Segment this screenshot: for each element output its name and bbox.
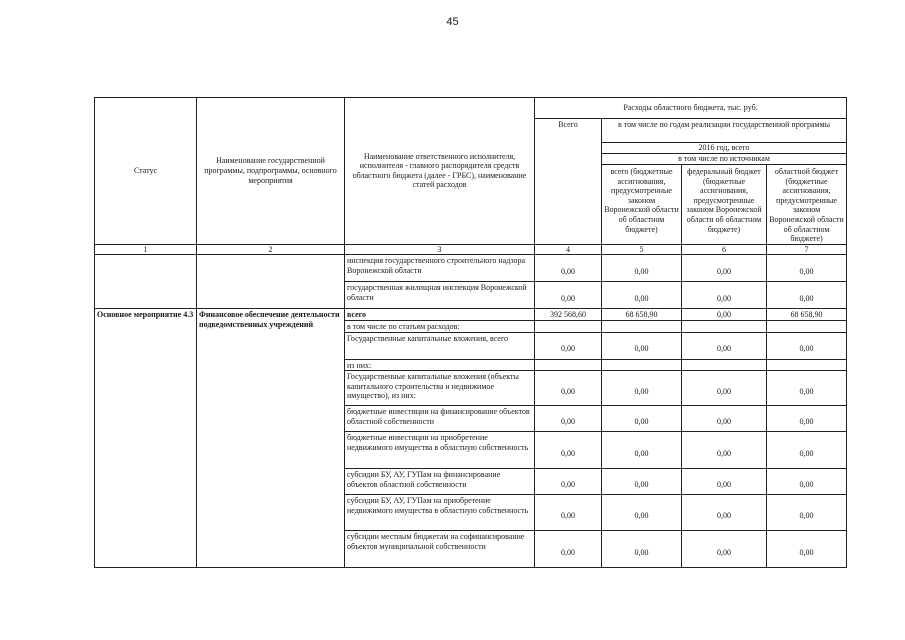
value-federal: 0,00 [682,469,767,495]
value-federal: 0,00 [682,531,767,568]
value-year-total: 68 658,90 [602,309,682,321]
value-total: 0,00 [535,495,602,531]
value-year-total: 0,00 [602,282,682,309]
value-regional: 0,00 [767,282,847,309]
value-federal: 0,00 [682,309,767,321]
row-label: инспекция государственного строительного надзора Воронежской области [345,255,535,282]
table-row [95,309,847,321]
value-total: 0,00 [535,531,602,568]
row-label: государственная жилищная инспекция Воронежской области [345,282,535,309]
row-label: в том числе по статьям расходов: [345,320,535,332]
value-total: 0,00 [535,255,602,282]
header-status: Статус [95,98,197,245]
column-number: 1 [95,244,197,255]
budget-table [94,97,847,568]
value-year-total: 0,00 [602,332,682,359]
value-regional: 68 658,90 [767,309,847,321]
row-label: из них: [345,359,535,371]
event-name: Финансовое обеспечение деятельности подведомственных учреждений [197,309,345,568]
value-federal: 0,00 [682,282,767,309]
column-number: 2 [197,244,345,255]
program-cell-empty [197,255,345,309]
value-year-total: 0,00 [602,371,682,406]
value-regional: 0,00 [767,255,847,282]
page-number: 45 [446,16,459,28]
value-total: 0,00 [535,371,602,406]
header-expenses: Расходы областного бюджета, тыс. руб. [535,98,847,119]
header-total: Всего [535,119,602,245]
value-regional: 0,00 [767,495,847,531]
value-total: 0,00 [535,432,602,469]
value-total: 392 568,60 [535,309,602,321]
row-label: Государственные капитальные вложения (объекты капитального строительства и недвижимое имущество), из них: [345,371,535,406]
value-federal: 0,00 [682,332,767,359]
value-regional: 0,00 [767,432,847,469]
column-number: 6 [682,244,767,255]
event-status: Основное мероприятие 4.3 [95,309,197,568]
value-regional: 0,00 [767,406,847,432]
value-year-total: 0,00 [602,495,682,531]
row-label: бюджетные инвестиции на финансирование объектов областной собственности [345,406,535,432]
row-label: субсидии местным бюджетам на софинансирование объектов муниципальной собственности [345,531,535,568]
value-regional: 0,00 [767,469,847,495]
header-source-total: всего (бюджетные ассигнования, предусмотренные законом Воронежской области об областном бюджете) [602,165,682,245]
column-number: 3 [345,244,535,255]
value-federal: 0,00 [682,432,767,469]
value-total: 0,00 [535,332,602,359]
header-source-federal: федеральный бюджет (бюджетные ассигнования, предусмотренные законом Воронежской области об областном бюджете) [682,165,767,245]
value-federal: 0,00 [682,371,767,406]
status-cell-empty [95,255,197,309]
value-federal: 0,00 [682,255,767,282]
value-year-total: 0,00 [602,469,682,495]
row-label: субсидии БУ, АУ, ГУПам на приобретение недвижимого имущества в областную собственность [345,495,535,531]
column-number: 7 [767,244,847,255]
value-total: 0,00 [535,282,602,309]
table-row [95,255,847,282]
header-by-years: в том числе по годам реализации государственной программы [602,119,847,143]
value-year-total: 0,00 [602,432,682,469]
column-number: 4 [535,244,602,255]
header-source-regional: областной бюджет (бюджетные ассигнования, предусмотренные законом Воронежской области об областном бюджете) [767,165,847,245]
value-regional: 0,00 [767,332,847,359]
row-label: бюджетные инвестиции на приобретение недвижимого имущества в областную собственность [345,432,535,469]
header-executor: Наименование ответственного исполнителя, исполнителя - главного распорядителя средств областного бюджета (далее - ГРБС), наименование статей расходов [345,98,535,245]
header-row-1 [95,98,847,119]
value-total: 0,00 [535,469,602,495]
row-label: субсидии БУ, АУ, ГУПам на финансирование объектов областной собственности [345,469,535,495]
row-label: Государственные капитальные вложения, всего [345,332,535,359]
value-year-total: 0,00 [602,255,682,282]
column-number: 5 [602,244,682,255]
value-federal: 0,00 [682,495,767,531]
value-total: 0,00 [535,406,602,432]
header-year-total: 2016 год, всего [602,143,847,154]
header-program-name: Наименование государственной программы, подпрограммы, основного мероприятия [197,98,345,245]
row-label: всего [345,309,535,321]
value-year-total: 0,00 [602,531,682,568]
column-numbers-row [95,244,847,255]
value-year-total: 0,00 [602,406,682,432]
value-regional: 0,00 [767,371,847,406]
header-by-sources: в том числе по источникам [602,154,847,165]
value-regional: 0,00 [767,531,847,568]
value-federal: 0,00 [682,406,767,432]
